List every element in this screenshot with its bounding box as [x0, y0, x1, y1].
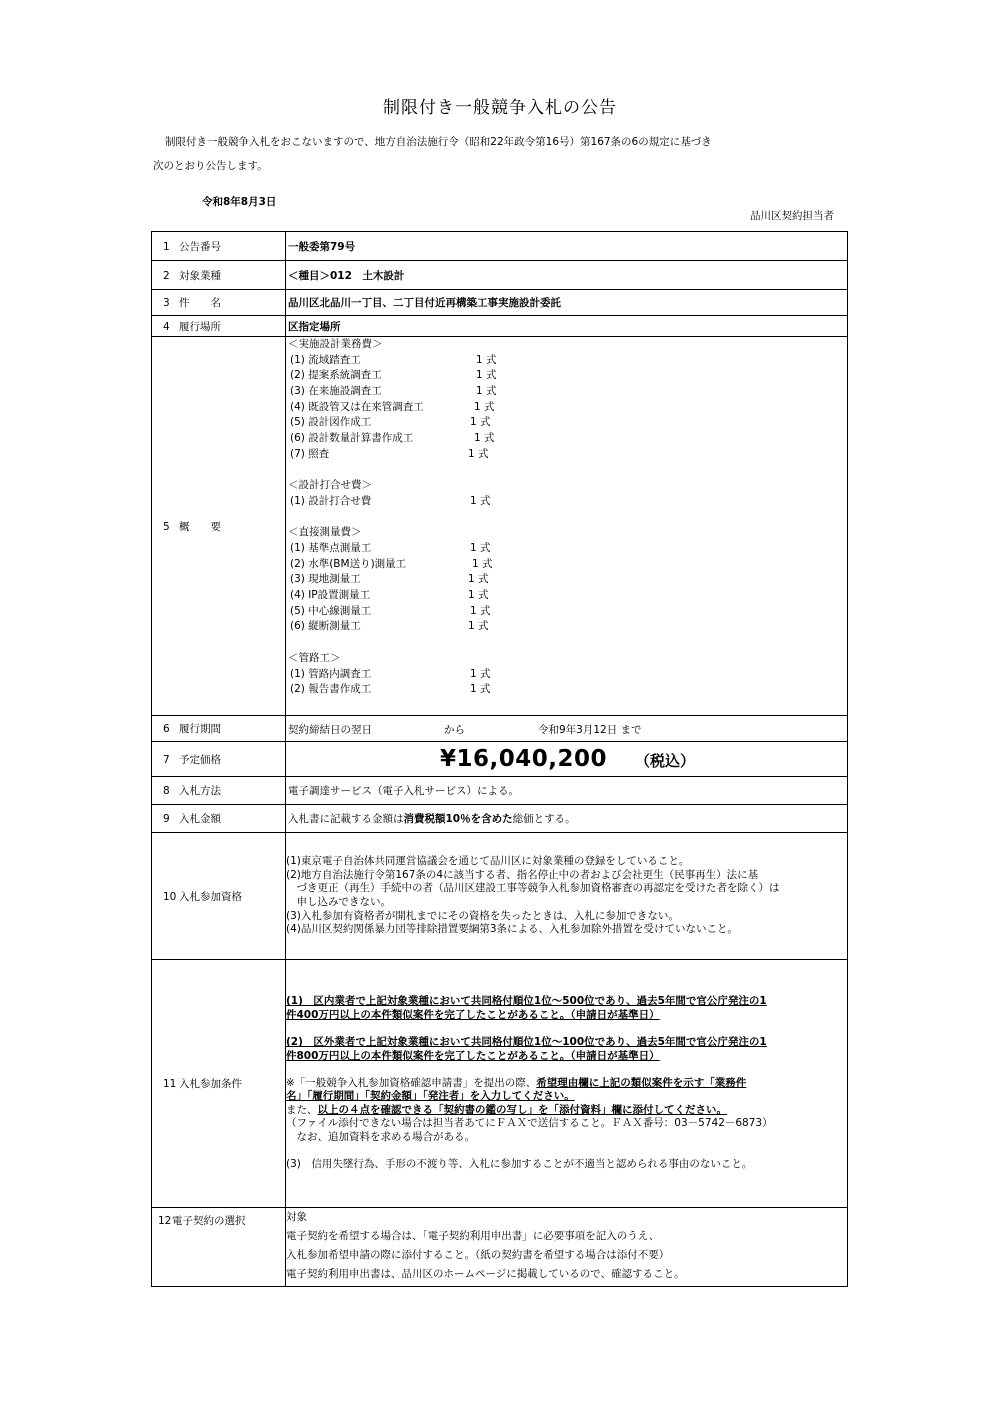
row-label: 12電子契約の選択	[152, 1208, 286, 1287]
note-line: （ファイル添付できない場合は担当者あてにＦＡＸで送信すること。ＦＡＸ番号：03－5742－6873）	[286, 1117, 773, 1130]
row-industry	[152, 261, 848, 290]
row-overview	[152, 337, 848, 716]
row-location	[152, 316, 848, 337]
group-heading: ＜直接測量費＞	[288, 526, 362, 539]
row-subject	[152, 290, 848, 316]
list-item: (6) 設計数量計算書作成工 1 式	[290, 432, 495, 445]
list-item: (7) 照査 1 式	[290, 447, 489, 460]
text-line: 電子契約利用申出書は、品川区のホームページに掲載しているので、確認すること。	[286, 1268, 685, 1280]
note-line: また、以上の４点を確認できる「契約書の鑑の写し」を「添付資料」欄に添付してください。	[286, 1103, 727, 1116]
row-label: 3 件 名	[152, 290, 286, 316]
list-item: (1) 流域踏査工 1 式	[290, 353, 497, 366]
period-start: 契約締結日の翌日	[288, 723, 372, 736]
condition-3: (3) 信用失墜行為、手形の不渡り等、入札に参加することが不適当と認められる事由のないこと。	[286, 1158, 753, 1171]
location: 区指定場所	[286, 316, 848, 337]
conditions	[286, 960, 848, 1208]
document-title: 制限付き一般競争入札の公告	[383, 98, 617, 118]
intro-line-2: 次のとおり公告します。	[153, 160, 268, 172]
text-line: 申し込みできない。	[286, 896, 391, 908]
notice-table	[151, 231, 848, 1287]
text-line: 電子契約を希望する場合は、「電子契約利用申出書」に必要事項を記入のうえ、	[286, 1230, 660, 1242]
row-label: 9 入札金額	[152, 805, 286, 833]
text-line: (1)東京電子自治体共同運営協議会を通じて品川区に対象業種の登録をしていること。	[286, 855, 690, 868]
text-line: づき更正（再生）手続中の者（品川区建設工事等競争入札参加資格審査の再認定を受けた者を除く）は	[286, 882, 780, 895]
row-notice-number	[152, 232, 848, 261]
qualification	[286, 833, 848, 960]
list-item: (1) 設計打合せ費 1 式	[290, 494, 491, 507]
list-item: (6) 縦断測量工 1 式	[290, 620, 489, 633]
note-line: 名」「履行期間」「契約金額」「発注者」を入力してください。	[286, 1090, 575, 1103]
row-label: 6 履行期間	[152, 716, 286, 742]
row-bid-amount	[152, 805, 848, 833]
price-tax: （税込）	[635, 752, 696, 770]
price	[286, 742, 848, 777]
row-label: 5 概 要	[152, 337, 286, 716]
condition-2: (2) 区外業者で上記対象業種において共同格付順位1位～100位であり、過去5年間で官公庁発注の1	[286, 1035, 767, 1048]
row-bid-method	[152, 777, 848, 805]
e-contract	[286, 1208, 848, 1287]
group-heading: ＜管路工＞	[288, 651, 341, 664]
list-item: (5) 設計図作成工 1 式	[290, 416, 491, 429]
overview-group	[288, 651, 847, 698]
text-line: (2)地方自治法施行令第167条の4に該当する者、指名停止中の者および会社更生（民事再生）法に基	[286, 868, 759, 881]
row-label: 4 履行場所	[152, 316, 286, 337]
text-line: 入札参加希望申請の際に添付すること。（紙の契約書を希望する場合は添付不要）	[286, 1249, 670, 1261]
row-conditions	[152, 960, 848, 1208]
overview-group	[288, 525, 847, 635]
list-item: (2) 報告書作成工 1 式	[290, 683, 491, 696]
row-label: 10 入札参加資格	[152, 833, 286, 960]
period	[286, 716, 848, 742]
overview	[286, 337, 848, 716]
overview-group	[288, 478, 847, 509]
period-from: から	[444, 723, 465, 736]
list-item: (4) IP設置測量工 1 式	[290, 589, 489, 602]
row-qualification	[152, 833, 848, 960]
list-item: (1) 管路内調査工 1 式	[290, 667, 491, 680]
list-item: (3) 在来施設調査工 1 式	[290, 385, 497, 398]
industry: ＜種目＞012 土木設計	[286, 261, 848, 290]
list-item: (2) 提案系統調査工 1 式	[290, 369, 497, 382]
intro-line-1: 制限付き一般競争入札をおこないますので、地方自治法施行令（昭和22年政令第16号）第167条の6の規定に基づき	[165, 136, 712, 148]
row-label: 2 対象業種	[152, 261, 286, 290]
subject: 品川区北品川一丁目、二丁目付近再構築工事実施設計委託	[286, 290, 848, 316]
list-item: (1) 基準点測量工 1 式	[290, 541, 491, 554]
condition-2-cont: 件800万円以上の本件類似案件を完了したことがあること。（申請日が基準日）	[286, 1049, 660, 1062]
row-label: 7 予定価格	[152, 742, 286, 777]
group-heading: ＜実施設計業務費＞	[288, 338, 383, 350]
row-e-contract	[152, 1208, 848, 1287]
text-line: (3)入札参加有資格者が開札までにその資格を失ったときは、入札に参加できない。	[286, 909, 679, 922]
notice-number: 一般委第79号	[286, 232, 848, 261]
row-label: 11 入札参加条件	[152, 960, 286, 1208]
period-end: 令和9年3月12日 まで	[538, 723, 642, 736]
issuer: 品川区契約担当者	[750, 210, 834, 222]
bid-method: 電子調達サービス（電子入札サービス）による。	[286, 777, 848, 805]
list-item: (5) 中心線測量工 1 式	[290, 604, 491, 617]
price-amount: ¥16,040,200	[439, 746, 607, 772]
note-line: ※「一般競争入札参加資格確認申請書」を提出の際、希望理由欄に上記の類似案件を示す「業務件	[286, 1076, 747, 1089]
group-heading: ＜設計打合せ費＞	[288, 479, 372, 492]
list-item: (2) 水準(BM送り)測量工 1 式	[290, 557, 493, 570]
notice-date: 令和8年8月3日	[202, 196, 277, 208]
list-item: (3) 現地測量工 1 式	[290, 573, 489, 586]
row-label: 8 入札方法	[152, 777, 286, 805]
row-period	[152, 716, 848, 742]
condition-1: (1) 区内業者で上記対象業種において共同格付順位1位～500位であり、過去5年間で官公庁発注の1	[286, 995, 767, 1008]
condition-1-cont: 件400万円以上の本件類似案件を完了したことがあること。（申請日が基準日）	[286, 1008, 660, 1021]
text-line: 対象	[286, 1211, 307, 1223]
row-label: 1 公告番号	[152, 232, 286, 261]
row-price	[152, 742, 848, 777]
list-item: (4) 既設管又は在来管調査工 1 式	[290, 400, 495, 413]
note-line: なお、追加資料を求める場合がある。	[286, 1131, 475, 1144]
bid-amount: 入札書に記載する金額は消費税額10％を含めた総価とする。	[286, 805, 848, 833]
overview-group	[288, 337, 847, 463]
text-line: (4)品川区契約関係暴力団等排除措置要綱第3条による、入札参加除外措置を受けていないこと。	[286, 923, 739, 936]
